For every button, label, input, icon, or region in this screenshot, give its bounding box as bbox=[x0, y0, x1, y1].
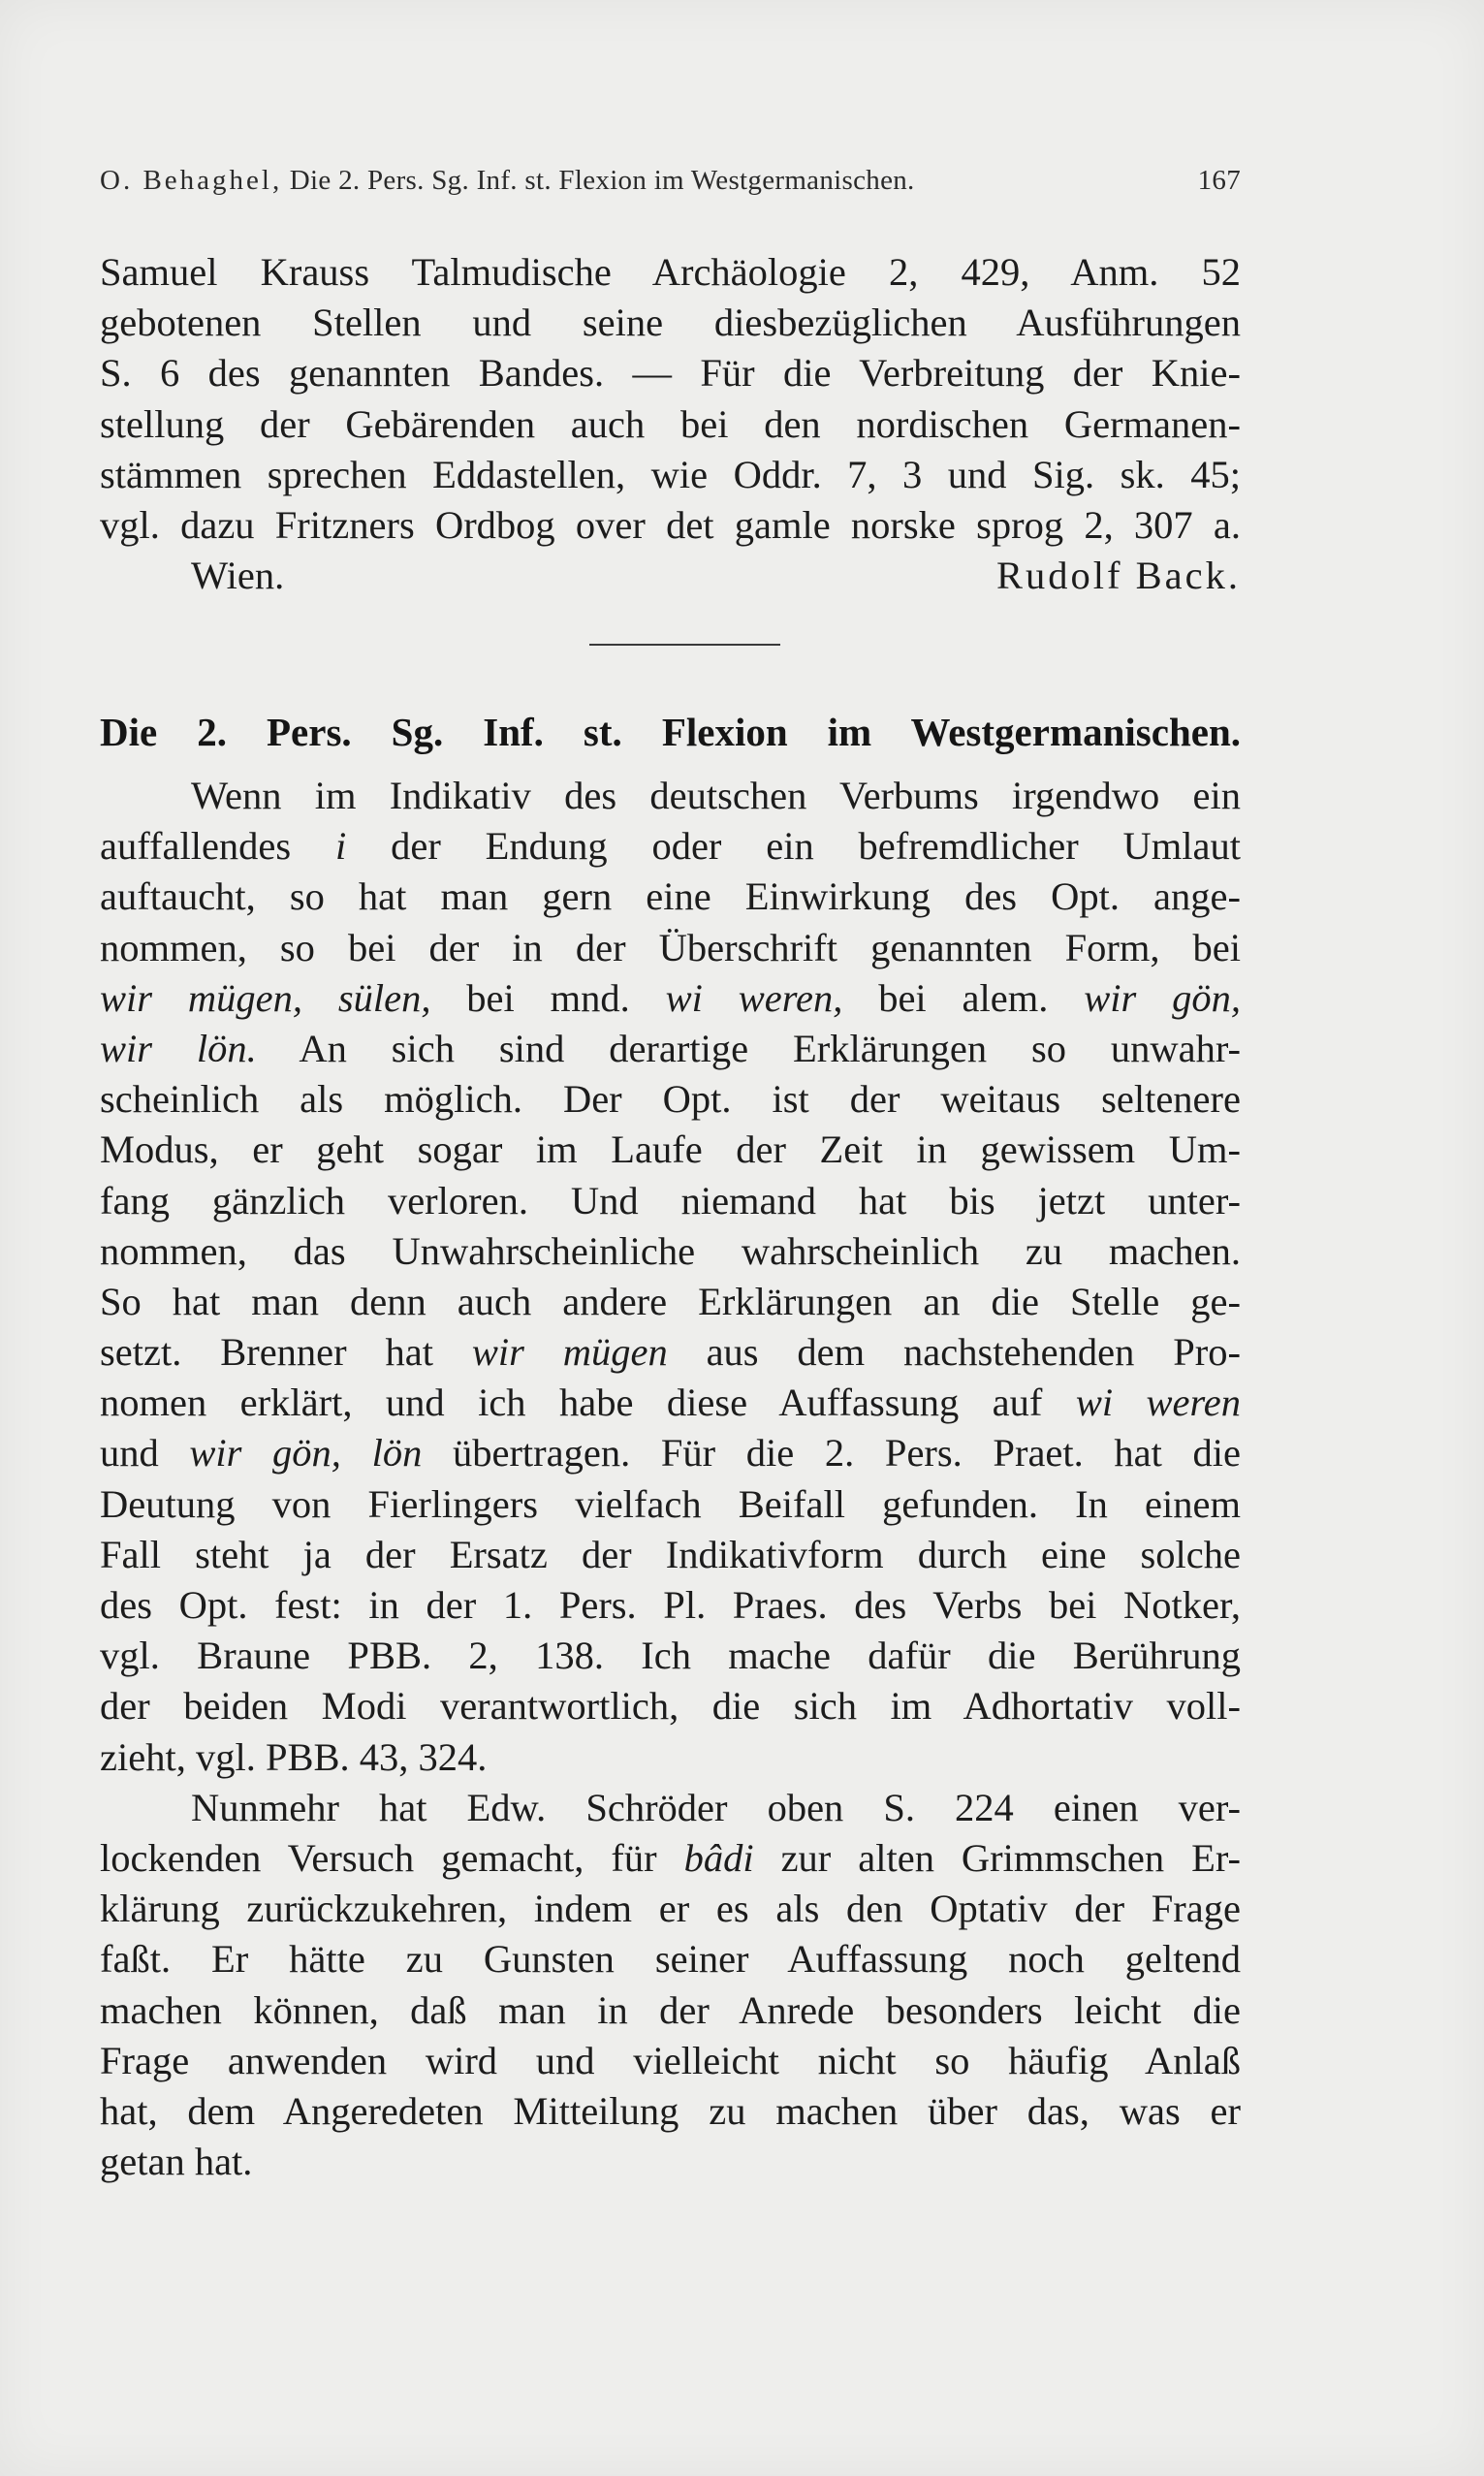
paragraph-line: faßt. Er hätte zu Gunsten seiner Auffassung noch geltend bbox=[100, 1937, 1241, 1982]
preceding-note bbox=[100, 247, 1241, 601]
running-head-article-title: Die 2. Pers. Sg. Inf. st. Flexion im Westgermanischen. bbox=[289, 165, 915, 196]
running-head bbox=[100, 165, 1241, 209]
text-span: lockenden Versuch gemacht, für bbox=[100, 1835, 684, 1880]
text-span: An sich sind derartige Erklärungen so unwahr- bbox=[256, 1026, 1241, 1070]
italic-span: wir mügen bbox=[471, 1330, 668, 1375]
text-span: bei alem. bbox=[842, 975, 1085, 1020]
paragraph-line: auftaucht, so hat man gern eine Einwirkung des Opt. ange- bbox=[100, 874, 1241, 919]
text-span: der Endung oder ein befremdlicher Umlaut bbox=[346, 824, 1241, 869]
paragraph-line: Deutung von Fierlingers vielfach Beifall gefunden. In einem bbox=[100, 1481, 1241, 1526]
paragraph-line: nommen, das Unwahrscheinliche wahrscheinlich zu machen. bbox=[100, 1228, 1241, 1273]
text-span: aus dem nachstehenden Pro- bbox=[667, 1330, 1241, 1375]
note-line: Samuel Krauss Talmudische Archäologie 2, 429, Anm. 52 bbox=[100, 250, 1241, 294]
paragraph-line: hat, dem Angeredeten Mitteilung zu machen über das, was er bbox=[100, 2088, 1241, 2133]
signature bbox=[100, 551, 1241, 601]
paragraph-line: Modus, er geht sogar im Laufe der Zeit in gewissem Um- bbox=[100, 1127, 1241, 1172]
signature-place: Wien. bbox=[191, 554, 285, 598]
paragraph-line: Frage anwenden wird und vielleicht nicht so häufig Anlaß bbox=[100, 2038, 1241, 2082]
italic-span: wi weren, bbox=[665, 975, 843, 1020]
note-line: stellung der Gebärenden auch bei den nordischen Germanen- bbox=[100, 401, 1241, 446]
paragraph-line bbox=[100, 1327, 1241, 1378]
italic-span: wir gön, bbox=[1084, 975, 1241, 1020]
text-span: setzt. Brenner hat bbox=[100, 1330, 472, 1375]
paragraph-line: So hat man denn auch andere Erklärungen an die Stelle ge- bbox=[100, 1279, 1241, 1323]
text-span: zur alten Grimmschen Er- bbox=[753, 1835, 1242, 1880]
italic-span: wi weren bbox=[1075, 1381, 1241, 1425]
paragraph-line: zieht, vgl. PBB. 43, 324. bbox=[100, 1734, 488, 1779]
paragraph-line: vgl. Braune PBB. 2, 138. Ich mache dafür die Berührung bbox=[100, 1634, 1241, 1678]
paragraph-line bbox=[100, 1428, 1241, 1478]
italic-span: i bbox=[335, 824, 347, 869]
italic-span: bâdi bbox=[683, 1835, 754, 1880]
article-heading: Die 2. Pers. Sg. Inf. st. Flexion im Westgermanischen. bbox=[100, 710, 1241, 754]
paragraph-line: klärung zurückzukehren, indem er es als den Optativ der Frage bbox=[100, 1887, 1241, 1931]
text-span: nomen erklärt, und ich habe diese Auffassung auf bbox=[100, 1381, 1076, 1425]
paragraph-line: nommen, so bei der in der Überschrift genannten Form, bei bbox=[100, 925, 1241, 969]
italic-span: wir gön, lön bbox=[189, 1431, 423, 1476]
section-divider bbox=[589, 644, 780, 646]
paragraph-line: machen können, daß man in der Anrede besonders leicht die bbox=[100, 1987, 1241, 2032]
note-line: vgl. dazu Fritzners Ordbog over det gamle norske sprog 2, 307 a. bbox=[100, 502, 1241, 547]
paragraph-line: Wenn im Indikativ des deutschen Verbums irgendwo ein bbox=[191, 774, 1241, 817]
paragraph-line bbox=[100, 1024, 1241, 1074]
text-span: bei mnd. bbox=[430, 975, 666, 1020]
paragraph-line: Fall steht ja der Ersatz der Indikativform durch eine solche bbox=[100, 1532, 1241, 1576]
paragraph-line: des Opt. fest: in der 1. Pers. Pl. Praes. des Verbs bei Notker, bbox=[100, 1583, 1241, 1627]
paragraph-line: der beiden Modi verantwortlich, die sich im Adhortativ voll- bbox=[100, 1684, 1241, 1729]
note-line: S. 6 des genannten Bandes. — Für die Verbreitung der Knie- bbox=[100, 351, 1241, 396]
article-body bbox=[100, 771, 1241, 2187]
paragraph-line: Nunmehr hat Edw. Schröder oben S. 224 einen ver- bbox=[191, 1785, 1241, 1829]
text-span: übertragen. Für die 2. Pers. Praet. hat die bbox=[422, 1431, 1242, 1476]
note-line: gebotenen Stellen und seine diesbezüglichen Ausführungen bbox=[100, 301, 1241, 345]
text-span: auffallendes bbox=[100, 824, 335, 869]
note-line: stämmen sprechen Eddastellen, wie Oddr. 7, 3 und Sig. sk. 45; bbox=[100, 452, 1241, 496]
text-span: und bbox=[100, 1431, 190, 1476]
italic-span: wir lön. bbox=[100, 1026, 257, 1070]
paragraph-line bbox=[100, 973, 1241, 1024]
page-number: 167 bbox=[1197, 165, 1241, 196]
paragraph-line bbox=[100, 821, 1241, 872]
paragraph-line: scheinlich als möglich. Der Opt. ist der weitaus seltenere bbox=[100, 1077, 1241, 1122]
paragraph-line: getan hat. bbox=[100, 2140, 253, 2184]
paragraph-line bbox=[100, 1378, 1241, 1428]
italic-span: wir mügen, sülen, bbox=[100, 975, 431, 1020]
running-head-author: O. Behaghel, bbox=[100, 165, 283, 196]
signature-name: Rudolf Back. bbox=[996, 554, 1241, 598]
running-head-title bbox=[100, 165, 915, 197]
paragraph-line bbox=[100, 1833, 1241, 1884]
paragraph-line: fang gänzlich verloren. Und niemand hat bis jetzt unter- bbox=[100, 1178, 1241, 1222]
